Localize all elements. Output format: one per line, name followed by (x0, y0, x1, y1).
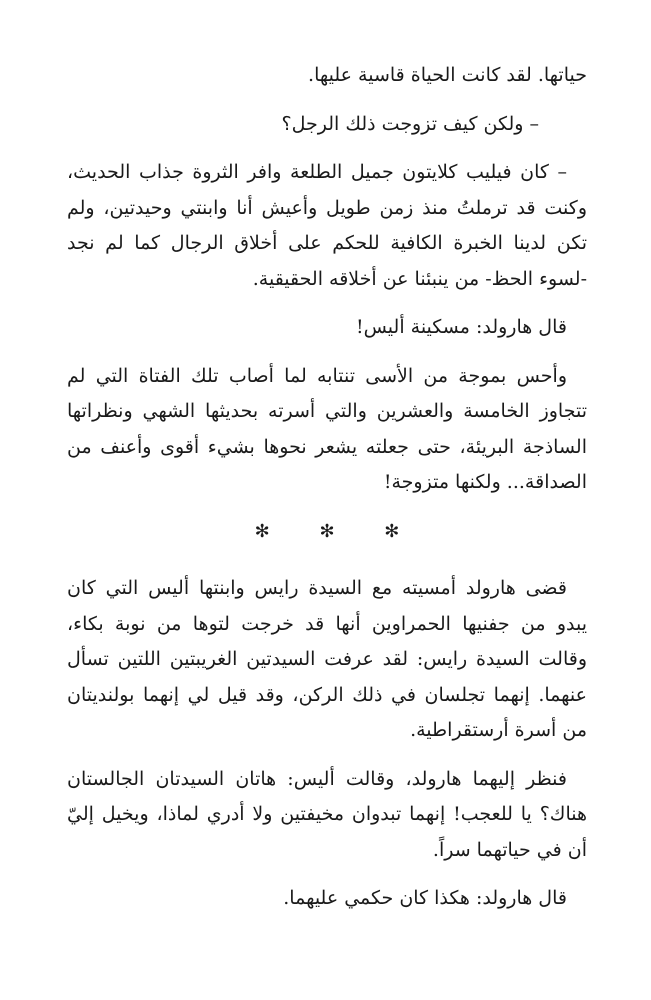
paragraph: حياتها. لقد كانت الحياة قاسية عليها. (308, 64, 587, 86)
book-page (67, 58, 587, 930)
paragraph: قال هارولد: مسكينة أليس! (355, 316, 567, 338)
paragraph: قضى هارولد أمسيته مع السيدة رايس وابنتها أليس التي كان يبدو من جفنيها الحمراوين أنها قد خرجت لتوها من نوبة بكاء، وقالت السيدة رايس: لقد عرفت السيدتين الغريبتين اللتين تسأل عنهما. إنهما تجلسان في ذلك الركن، وقد قيل لي إنهما بولنديتان من أسرة أرستقراطية. (67, 577, 587, 741)
paragraph: وأحس بموجة من الأسى تنتابه لما أصاب تلك الفتاة التي لم تتجاوز الخامسة والعشرين والتي أسرته بحديثها الشهي ونظراتها الساذجة البريئة، حتى جعلته يشعر نحوها بشيء أقوى وأعنف من الصداقة... ولكنها متزوجة! (67, 364, 587, 493)
paragraph: – كان فيليب كلايتون جميل الطلعة وافر الثروة جذاب الحديث، وكنت قد ترملتُ منذ زمن طويل وأعيش أنا وابنتي وحيدتين، ولم تكن لدينا الخبرة الكافية للحكم على أخلاق الرجال كما لم نجد -لسوء الحظ- من ينبئنا عن أخلاقه الحقيقية. (67, 161, 587, 290)
section-separator: ✻ ✻ ✻ (254, 520, 422, 542)
paragraph: – ولكن كيف تزوجت ذلك الرجل؟ (281, 112, 539, 135)
paragraph: فنظر إليهما هارولد، وقالت أليس: هاتان السيدتان الجالستان هناك؟ يا للعجب! إنهما تبدوان مخيفتين ولا أدري لماذا، ويخيل إليّ أن في حياتهما سراً. (67, 767, 587, 861)
paragraph: قال هارولد: هكذا كان حكمي عليهما. (283, 887, 567, 909)
